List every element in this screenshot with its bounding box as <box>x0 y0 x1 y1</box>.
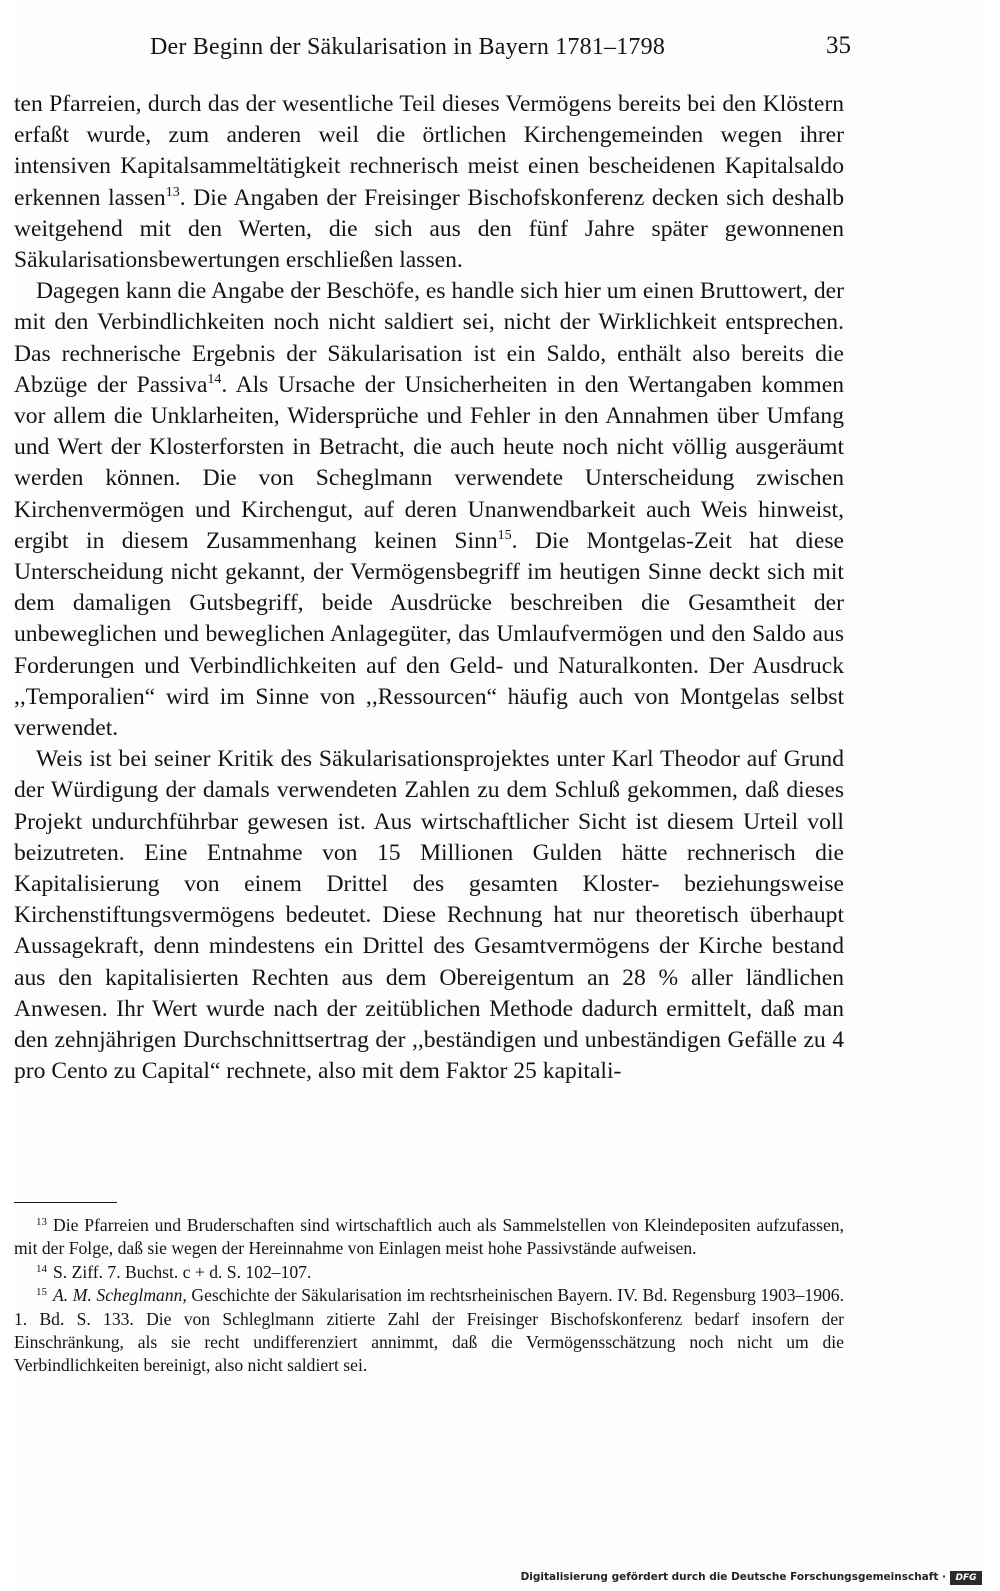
footnote-ref-14: 14 <box>207 371 222 387</box>
paragraph-2 <box>14 276 844 744</box>
paragraph-2-text-a: Dagegen kann die Angabe der Beschöfe, es handle sich hier um einen Bruttowert, der mit den Verbindlichkeiten noch nicht saldiert sei, nicht der Wirklichkeit entsprechen. Das rechnerische Ergebnis der Säkularisation ist ein Saldo, enthält also bereits die Abzüge der Passiva <box>14 278 844 398</box>
running-head: Der Beginn der Säkularisation in Bayern 1781–1798 <box>150 34 666 60</box>
footnote-14 <box>14 1261 844 1284</box>
footnote-13 <box>14 1214 844 1261</box>
page-number: 35 <box>826 32 851 59</box>
dfg-logo: DFG <box>950 1571 982 1585</box>
footnote-15-author: A. M. Scheglmann, <box>53 1285 187 1306</box>
footnote-13-text: Die Pfarreien und Bruderschaften sind wirtschaftlich auch als Sammelstellen von Kleindepositen aufzufassen, mit der Folge, daß sie wegen der Hereinnahme von Einlagen meist hohe Passivstände aufweisen. <box>14 1215 844 1259</box>
footnote-13-number: 13 <box>36 1216 47 1228</box>
footnote-14-number: 14 <box>36 1262 47 1275</box>
footnote-divider <box>14 1202 117 1203</box>
main-text <box>14 89 844 1088</box>
paragraph-3: Weis ist bei seiner Kritik des Säkularisationsprojektes unter Karl Theodor auf Grund der Würdigung der damals verwendeten Zahlen zu dem Schluß gekommen, daß dieses Projekt undurchführbar gewesen ist. Aus wirtschaftlicher Sicht ist diesem Urteil voll beizutreten. Eine Entnahme von 15 Millionen Gulden hätte rechnerisch die Kapitalisierung von einem Drittel des gesamten Kloster- beziehungsweise Kirchenstiftungsvermögens bedeutet. Diese Rechnung hat nur theoretisch überhaupt Aussagekraft, denn mindestens ein Drittel des Gesamtvermögens der Kirche bestand aus den kapitalisierten Rechten aus dem Obereigentum an 28 % aller ländlichen Anwesen. Ihr Wert wurde nach der zeitüblichen Methode dadurch ermittelt, daß man den zehnjährigen Durchschnittsertrag der ,,beständigen und unbeständigen Gefälle zu 4 pro Cento zu Capital“ rechnete, also mit dem Faktor 25 kapitali- <box>14 746 844 1085</box>
footnote-15-text: Geschichte der Säkularisation im rechtsrheinischen Bayern. IV. Bd. Regensburg 1903–1906. 1. Bd. S. 133. Die von Schleglmann zitierte Zahl der Freisinger Bischofskonferenz bedarf insofern der Einschränkung, als sie recht undifferenziert annimmt, daß die Vermögensschätzung noch nicht um die Verbindlichkeiten bereinigt, also nicht saldiert sei. <box>14 1285 844 1376</box>
footnote-15-number: 15 <box>36 1286 47 1299</box>
paragraph-1-text-a: ten Pfarreien, durch das der wesentliche Teil dieses Vermögens bereits bei den Klöstern erfaßt wurde, zum anderen weil die örtlichen Kirchengemeinden wegen ihrer intensiven Kapitalsammeltätigkeit rechnerisch meist einen bescheidenen Kapitalsaldo erkennen lassen <box>14 91 844 211</box>
footnotes <box>14 1214 844 1378</box>
footnote-ref-15: 15 <box>497 527 512 543</box>
paragraph-1 <box>14 89 844 276</box>
paragraph-2-text-b: . Als Ursache der Unsicherheiten in den Wertangaben kommen vor allem die Unklarheiten, Widersprüche und Fehler in den Annahmen über Umfang und Wert der Klosterforsten in Betracht, die auch heute noch nicht völlig ausgeräumt werden können. Die von Scheglmann verwendete Unterscheidung zwischen Kirchenvermögen und Kirchengut, auf deren Unanwendbarkeit auch Weis hinweist, ergibt in diesem Zusammenhang keinen Sinn <box>14 371 845 554</box>
footnote-ref-13: 13 <box>165 184 180 200</box>
paragraph-2-text-c: . Die Montgelas-Zeit hat diese Unterscheidung nicht gekannt, der Vermögensbegriff im heutigen Sinne deckt sich mit dem damaligen Gutsbegriff, beide Ausdrücke beschreiben die Gesamtheit der unbeweglichen und beweglichen Anlagegüter, das Umlaufvermögen und den Saldo aus Forderungen und Verbindlichkeiten auf den Geld- und Naturalkonten. Der Ausdruck ,,Temporalien“ wird im Sinne von ,,Ressourcen“ häufig auch von Montgelas selbst verwendet. <box>14 527 845 742</box>
paragraph-1-text-b: . Die Angaben der Freisinger Bischofskonferenz decken sich deshalb weitgehend mit den Werten, die sich aus den fünf Jahre später gewonnenen Säkularisationsbewertungen erschließen lassen. <box>14 184 844 274</box>
footnote-15 <box>14 1284 844 1378</box>
book-page <box>14 0 984 1591</box>
digitization-credit: Digitalisierung gefördert durch die Deutsche Forschungsgemeinschaft · <box>520 1571 946 1583</box>
footnote-14-text: S. Ziff. 7. Buchst. c + d. S. 102–107. <box>53 1261 312 1282</box>
